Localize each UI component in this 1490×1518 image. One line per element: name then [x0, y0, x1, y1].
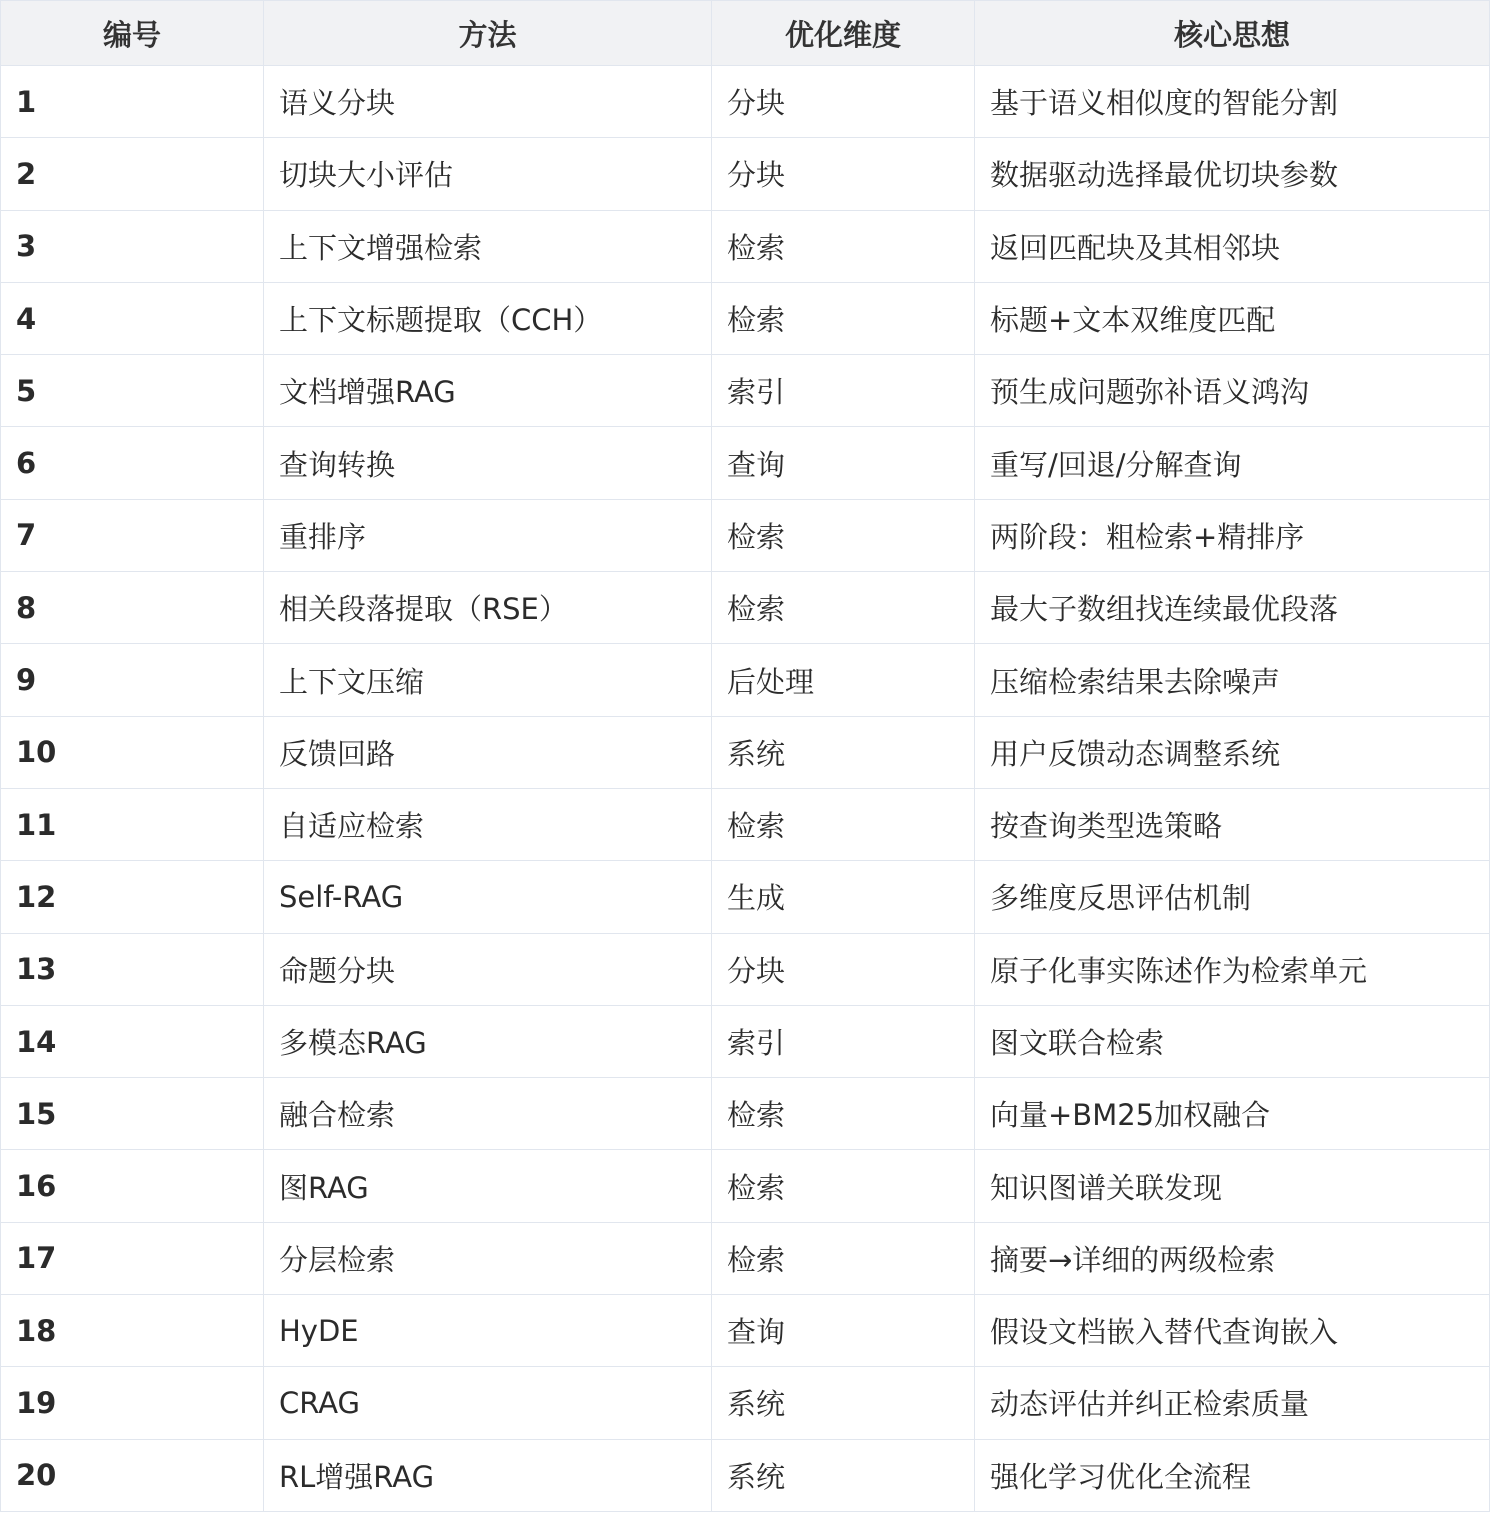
table-row: [1, 716, 1490, 788]
cell-id: 16: [1, 1150, 264, 1222]
cell-method: RL增强RAG: [264, 1439, 712, 1511]
cell-method: 融合检索: [264, 1078, 712, 1150]
table-row: [1, 1439, 1490, 1511]
cell-method: 分层检索: [264, 1222, 712, 1294]
table-row: [1, 644, 1490, 716]
table-row: [1, 1295, 1490, 1367]
cell-idea: 数据驱动选择最优切块参数: [975, 138, 1490, 210]
cell-idea: 摘要→详细的两级检索: [975, 1222, 1490, 1294]
cell-id: 19: [1, 1367, 264, 1439]
cell-id: 15: [1, 1078, 264, 1150]
cell-dimension: 查询: [712, 427, 975, 499]
table-row: [1, 66, 1490, 138]
cell-dimension: 系统: [712, 1439, 975, 1511]
table-body: [1, 66, 1490, 1512]
cell-method: 图RAG: [264, 1150, 712, 1222]
cell-dimension: 分块: [712, 66, 975, 138]
table-row: [1, 499, 1490, 571]
header-id: 编号: [1, 1, 264, 66]
table-row: [1, 1150, 1490, 1222]
cell-dimension: 系统: [712, 716, 975, 788]
cell-method: 上下文压缩: [264, 644, 712, 716]
cell-dimension: 检索: [712, 1078, 975, 1150]
table-row: [1, 1005, 1490, 1077]
header-dimension: 优化维度: [712, 1, 975, 66]
cell-idea: 多维度反思评估机制: [975, 861, 1490, 933]
cell-method: 文档增强RAG: [264, 355, 712, 427]
cell-id: 6: [1, 427, 264, 499]
cell-dimension: 后处理: [712, 644, 975, 716]
cell-idea: 压缩检索结果去除噪声: [975, 644, 1490, 716]
cell-dimension: 检索: [712, 210, 975, 282]
table-row: [1, 572, 1490, 644]
cell-id: 1: [1, 66, 264, 138]
table-row: [1, 788, 1490, 860]
cell-method: HyDE: [264, 1295, 712, 1367]
cell-idea: 知识图谱关联发现: [975, 1150, 1490, 1222]
cell-method: 命题分块: [264, 933, 712, 1005]
cell-id: 8: [1, 572, 264, 644]
cell-method: 自适应检索: [264, 788, 712, 860]
cell-id: 14: [1, 1005, 264, 1077]
table-row: [1, 138, 1490, 210]
cell-idea: 动态评估并纠正检索质量: [975, 1367, 1490, 1439]
cell-idea: 强化学习优化全流程: [975, 1439, 1490, 1511]
cell-id: 20: [1, 1439, 264, 1511]
cell-method: 查询转换: [264, 427, 712, 499]
table-row: [1, 427, 1490, 499]
table-row: [1, 1367, 1490, 1439]
cell-dimension: 查询: [712, 1295, 975, 1367]
cell-dimension: 索引: [712, 355, 975, 427]
cell-dimension: 检索: [712, 1150, 975, 1222]
cell-dimension: 系统: [712, 1367, 975, 1439]
cell-dimension: 检索: [712, 282, 975, 354]
header-method: 方法: [264, 1, 712, 66]
cell-idea: 预生成问题弥补语义鸿沟: [975, 355, 1490, 427]
cell-idea: 原子化事实陈述作为检索单元: [975, 933, 1490, 1005]
cell-id: 5: [1, 355, 264, 427]
cell-dimension: 检索: [712, 1222, 975, 1294]
cell-method: 上下文增强检索: [264, 210, 712, 282]
cell-id: 17: [1, 1222, 264, 1294]
cell-method: 反馈回路: [264, 716, 712, 788]
header-idea: 核心思想: [975, 1, 1490, 66]
cell-dimension: 分块: [712, 933, 975, 1005]
cell-idea: 假设文档嵌入替代查询嵌入: [975, 1295, 1490, 1367]
cell-method: Self-RAG: [264, 861, 712, 933]
cell-idea: 重写/回退/分解查询: [975, 427, 1490, 499]
cell-id: 9: [1, 644, 264, 716]
cell-dimension: 索引: [712, 1005, 975, 1077]
cell-idea: 基于语义相似度的智能分割: [975, 66, 1490, 138]
cell-method: 多模态RAG: [264, 1005, 712, 1077]
cell-id: 12: [1, 861, 264, 933]
table-row: [1, 933, 1490, 1005]
cell-method: 上下文标题提取（CCH）: [264, 282, 712, 354]
cell-id: 4: [1, 282, 264, 354]
cell-method: CRAG: [264, 1367, 712, 1439]
cell-dimension: 生成: [712, 861, 975, 933]
cell-idea: 最大子数组找连续最优段落: [975, 572, 1490, 644]
cell-id: 2: [1, 138, 264, 210]
cell-dimension: 检索: [712, 788, 975, 860]
cell-idea: 两阶段：粗检索+精排序: [975, 499, 1490, 571]
table-header: [1, 1, 1490, 66]
table-row: [1, 210, 1490, 282]
cell-method: 切块大小评估: [264, 138, 712, 210]
cell-id: 7: [1, 499, 264, 571]
table-row: [1, 1222, 1490, 1294]
header-row: [1, 1, 1490, 66]
cell-id: 18: [1, 1295, 264, 1367]
cell-method: 重排序: [264, 499, 712, 571]
cell-idea: 图文联合检索: [975, 1005, 1490, 1077]
cell-idea: 标题+文本双维度匹配: [975, 282, 1490, 354]
cell-idea: 按查询类型选策略: [975, 788, 1490, 860]
table-row: [1, 861, 1490, 933]
cell-idea: 用户反馈动态调整系统: [975, 716, 1490, 788]
cell-id: 10: [1, 716, 264, 788]
cell-id: 11: [1, 788, 264, 860]
table-row: [1, 282, 1490, 354]
table-row: [1, 1078, 1490, 1150]
cell-method: 相关段落提取（RSE）: [264, 572, 712, 644]
cell-dimension: 分块: [712, 138, 975, 210]
cell-idea: 向量+BM25加权融合: [975, 1078, 1490, 1150]
table-row: [1, 355, 1490, 427]
cell-id: 13: [1, 933, 264, 1005]
cell-dimension: 检索: [712, 572, 975, 644]
cell-dimension: 检索: [712, 499, 975, 571]
cell-idea: 返回匹配块及其相邻块: [975, 210, 1490, 282]
cell-method: 语义分块: [264, 66, 712, 138]
cell-id: 3: [1, 210, 264, 282]
